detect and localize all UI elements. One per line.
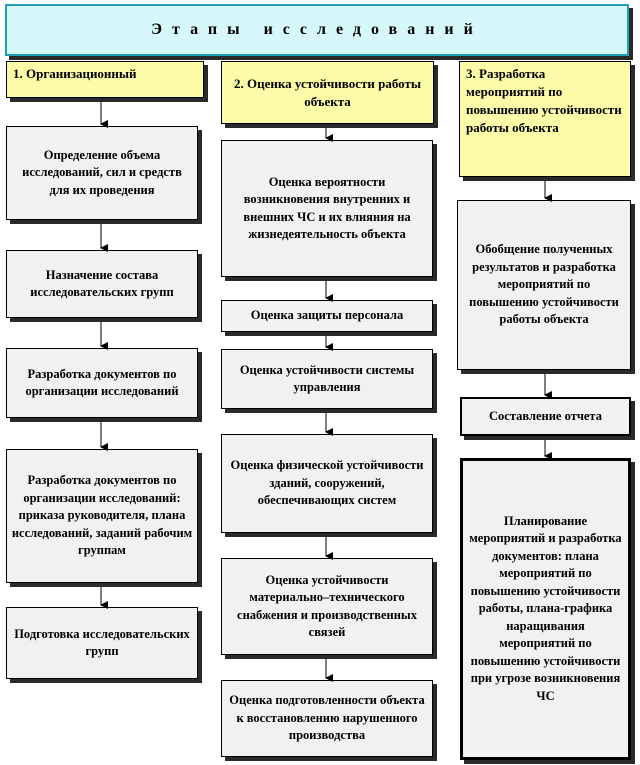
col1-step-4: Разработка документов по организации исследований: приказа руководителя, плана исследований, заданий рабочим группам <box>6 449 198 583</box>
col2-step-6: Оценка подготовленности объекта к восстановлению нарушенного производства <box>221 680 433 757</box>
column-1-header: 1. Организационный <box>6 61 204 98</box>
col2-step-2: Оценка защиты персонала <box>221 300 433 332</box>
col2-step-4: Оценка физической устойчивости зданий, сооружений, обеспечивающих систем <box>221 434 433 533</box>
column-2-header: 2. Оценка устойчивости работы объекта <box>221 61 434 124</box>
col1-step-5: Подготовка исследовательских групп <box>6 607 198 679</box>
column-3-header: 3. Разработка мероприятий по повышению устойчивости работы объекта <box>459 61 631 177</box>
col1-step-2: Назначение состава исследовательских групп <box>6 250 198 318</box>
col2-step-3: Оценка устойчивости системы управления <box>221 349 433 409</box>
col3-step-3: Планирование мероприятий и разработка документов: плана мероприятий по повышению устойчивости работы, плана-графика наращивания мероприятий по повышению устойчивости при угрозе возникновения ЧС <box>460 458 631 760</box>
col1-step-3: Разработка документов по организации исследований <box>6 348 198 418</box>
col3-step-1: Обобщение полученных результатов и разработка мероприятий по повышению устойчивости работы объекта <box>457 200 631 370</box>
diagram-title: Этапы исследований <box>5 4 629 56</box>
col1-step-1: Определение объема исследований, сил и средств для их проведения <box>6 126 198 220</box>
col3-step-2: Составление отчета <box>460 397 631 436</box>
col2-step-5: Оценка устойчивости материально–технического снабжения и производственных связей <box>221 558 433 655</box>
col2-step-1: Оценка вероятности возникновения внутренних и внешних ЧС и их влияния на жизнедеятельность объекта <box>221 140 433 277</box>
